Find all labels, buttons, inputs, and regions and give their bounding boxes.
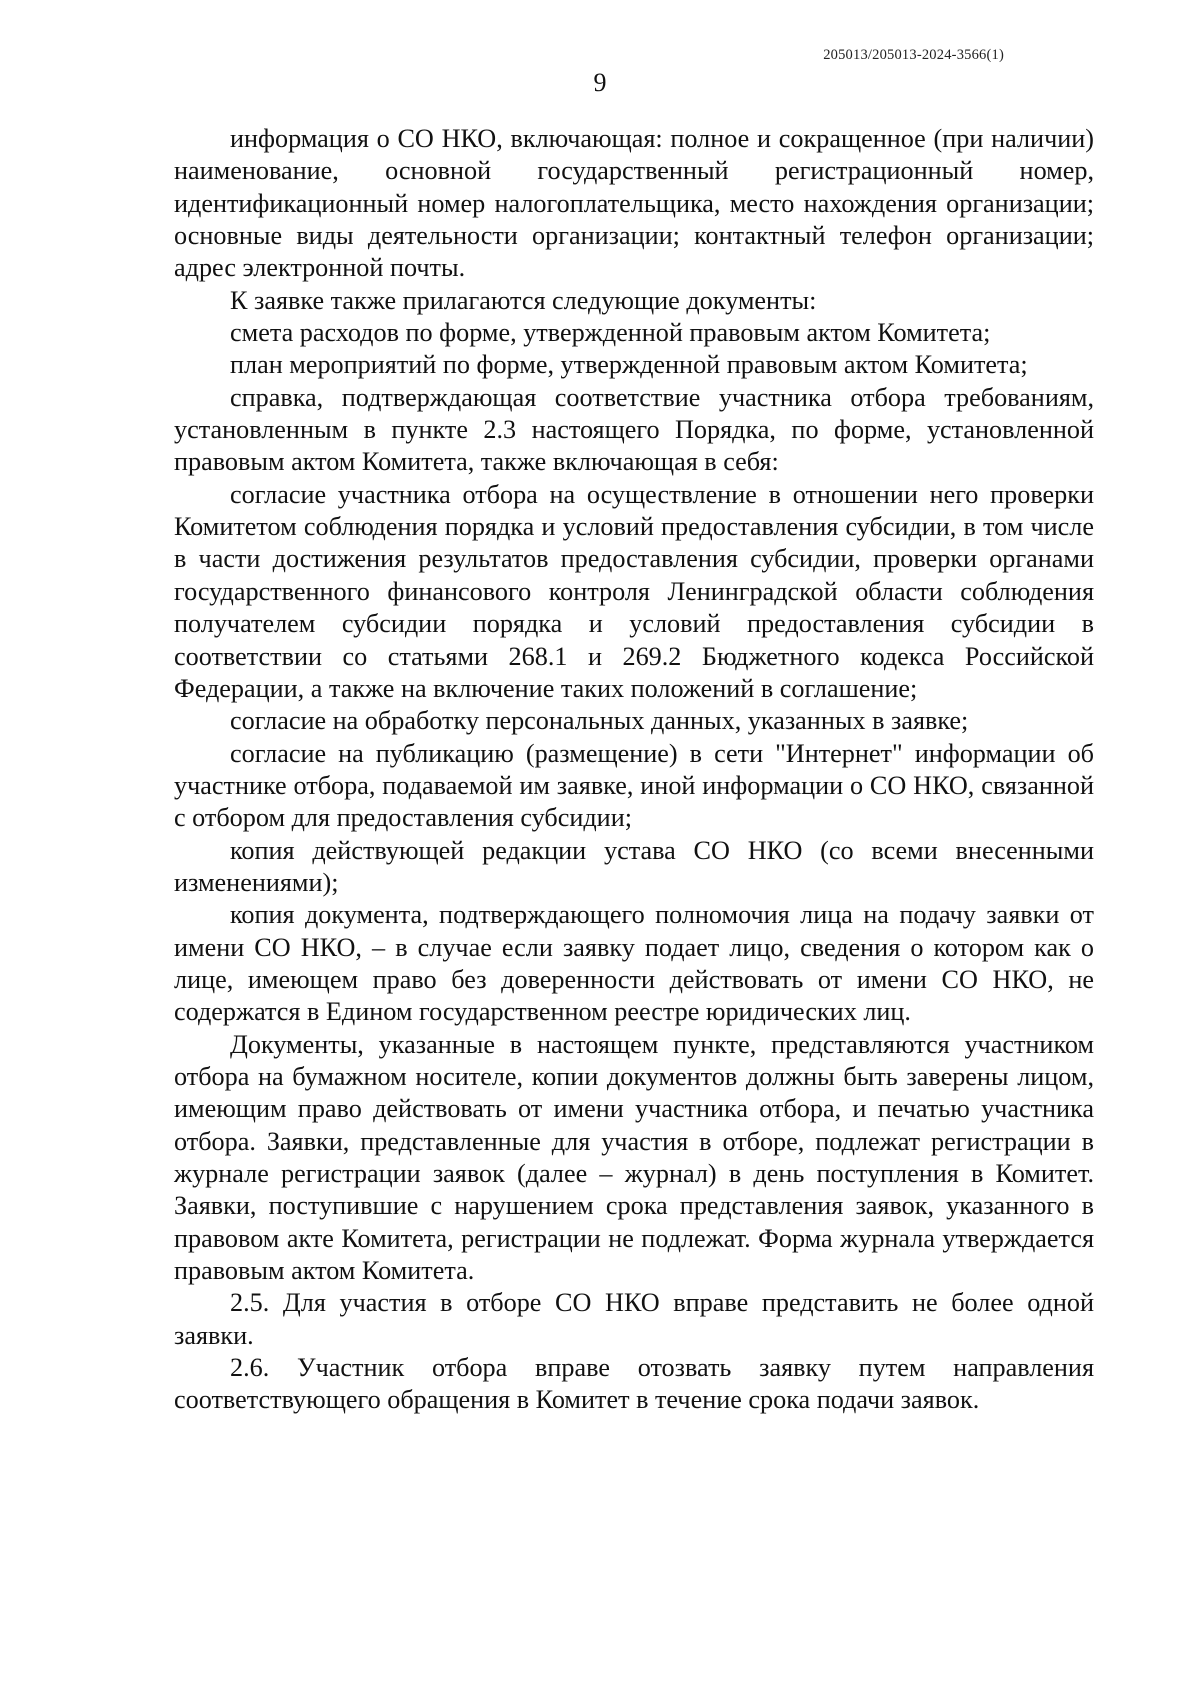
paragraph-organization-info: информация о СО НКО, включающая: полное и сокращенное (при наличии) наименование, основной государственный регистрационный номер, идентификационный номер налогоплательщика, место нахождения организации; основные виды деятельности организации; контактный телефон организации; адрес электронной почты. [174,124,1094,283]
list-item-charter-copy: копия действующей редакции устава СО НКО (со всеми внесенными изменениями); [174,835,1094,897]
list-item-publication-consent: согласие на публикацию (размещение) в сети "Интернет" информации об участнике отбора, подаваемой им заявке, иной информации о СО НКО, связанной с отбором для предоставления субсидии; [174,738,1094,833]
paragraph-attached-documents-intro: К заявке также прилагаются следующие документы: [230,285,817,315]
list-item-inspection-consent: согласие участника отбора на осуществление в отношении него проверки Комитетом соблюдения порядка и условий предоставления субсидии, в том числе в части достижения результатов предоставления субсидии, проверки органами государственного финансового контроля Ленинградской области соблюдения получателем субсидии порядка и условий предоставления субсидии в соответствии со статьями 268.1 и 269.2 Бюджетного кодекса Российской Федерации, а также на включение таких положений в соглашение; [174,479,1094,703]
list-item-personal-data-consent: согласие на обработку персональных данных, указанных в заявке; [230,706,969,736]
document-body [174,123,1094,1417]
list-item-cost-estimate: смета расходов по форме, утвержденной правовым актом Комитета; [230,318,991,348]
page-number: 9 [593,68,607,97]
clause-2-5: 2.5. Для участия в отборе СО НКО вправе представить не более одной заявки. [174,1288,1094,1350]
list-item-compliance-certificate: справка, подтверждающая соответствие участника отбора требованиям, установленным в пункте 2.3 настоящего Порядка, по форме, установленной правовым актом Комитета, также включающая в себя: [174,382,1094,477]
list-item-authority-document-copy: копия документа, подтверждающего полномочия лица на подачу заявки от имени СО НКО, – в случае если заявку подает лицо, сведения о котором как о лице, имеющем право без доверенности действовать от имени СО НКО, не содержатся в Едином государственном реестре юридических лиц. [174,900,1094,1027]
document-registration-code: 205013/205013-2024-3566(1) [823,47,1004,63]
paragraph-document-submission-rules: Документы, указанные в настоящем пункте, представляются участником отбора на бумажном носителе, копии документов должны быть заверены лицом, имеющим право действовать от имени участника отбора, и печатью участника отбора. Заявки, представленные для участия в отборе, подлежат регистрации в журнале регистрации заявок (далее – журнал) в день поступления в Комитет. Заявки, поступившие с нарушением срока представления заявок, указанного в правовом акте Комитета, регистрации не подлежат. Форма журнала утверждается правовым актом Комитета. [174,1029,1094,1286]
clause-2-6: 2.6. Участник отбора вправе отозвать заявку путем направления соответствующего обращения в Комитет в течение срока подачи заявок. [174,1353,1094,1415]
list-item-event-plan: план мероприятий по форме, утвержденной правовым актом Комитета; [230,350,1028,380]
